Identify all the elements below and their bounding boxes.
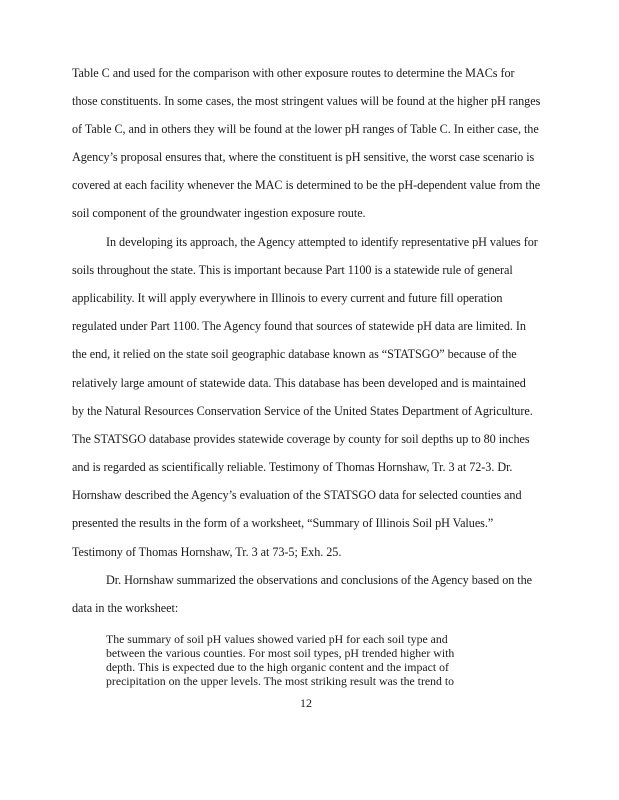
text-line: applicability. It will apply everywhere in Illinois to every current and future fill operation [72,291,503,305]
text-line: Agency’s proposal ensures that, where the constituent is pH sensitive, the worst case scenario is [72,150,535,164]
text-line: Hornshaw described the Agency’s evaluation of the STATSGO data for selected counties and [72,488,522,502]
text-line: of Table C, and in others they will be found at the lower pH ranges of Table C. In either case, the [72,122,539,136]
text-line: covered at each facility whenever the MAC is determined to be the pH-dependent value from the [72,178,541,192]
text-line: those constituents. In some cases, the most stringent values will be found at the higher pH ranges [72,94,541,108]
text-line: soils throughout the state. This is important because Part 1100 is a statewide rule of general [72,263,513,277]
block-quote-line: depth. This is expected due to the high organic content and the impact of [106,660,449,674]
text-line: The STATSGO database provides statewide coverage by county for soil depths up to 80 inches [72,432,530,446]
block-quote-line: between the various counties. For most soil types, pH trended higher with [106,646,455,660]
text-line: presented the results in the form of a worksheet, “Summary of Illinois Soil pH Values.” [72,516,494,530]
text-line: the end, it relied on the state soil geographic database known as “STATSGO” because of the [72,347,517,361]
text-line: and is regarded as scientifically reliable. Testimony of Thomas Hornshaw, Tr. 3 at 72-3. Dr. [72,460,513,474]
text-line: Testimony of Thomas Hornshaw, Tr. 3 at 73-5; Exh. 25. [72,545,342,559]
text-line: regulated under Part 1100. The Agency found that sources of statewide pH data are limited. In [72,319,526,333]
text-line: Dr. Hornshaw summarized the observations and conclusions of the Agency based on the [106,573,533,587]
text-line: Table C and used for the comparison with other exposure routes to determine the MACs for [72,66,515,80]
text-line: In developing its approach, the Agency attempted to identify representative pH values for [106,235,538,249]
text-line: by the Natural Resources Conservation Service of the United States Department of Agriculture. [72,404,533,418]
text-line: soil component of the groundwater ingestion exposure route. [72,206,366,220]
block-quote-line: precipitation on the upper levels. The most striking result was the trend to [106,674,455,688]
text-line: data in the worksheet: [72,601,179,615]
page-number: 12 [300,696,312,710]
block-quote-line: The summary of soil pH values showed varied pH for each soil type and [106,632,448,646]
text-line: relatively large amount of statewide data. This database has been developed and is maintained [72,376,526,390]
